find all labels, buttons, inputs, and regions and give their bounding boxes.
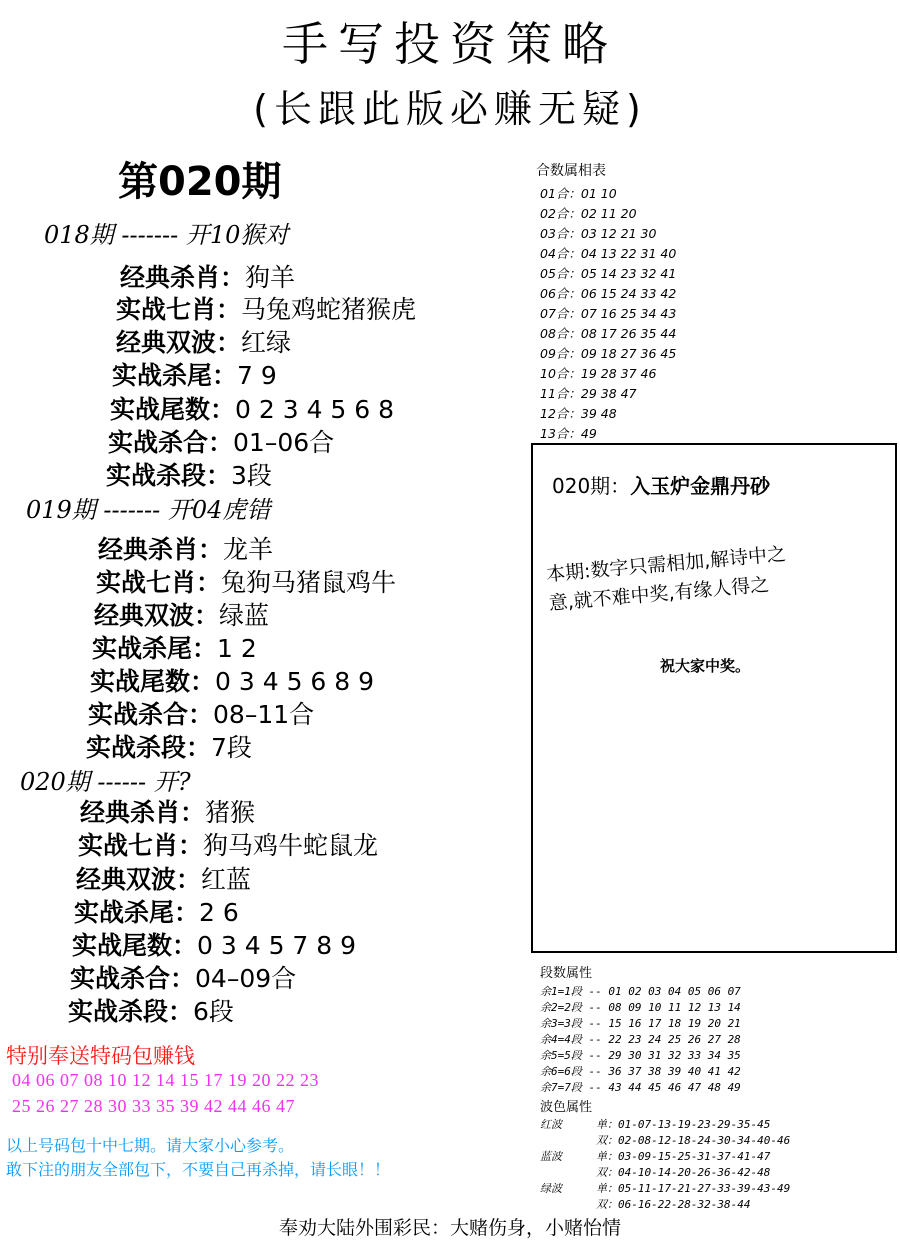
he-table-row: 13合：49 — [540, 426, 597, 441]
period-018-line: 实战七肖：马兔鸡蛇猪猴虎 — [116, 295, 417, 324]
he-table-row: 12合：39 48 — [540, 406, 617, 421]
he-table-row: 02合：02 11 20 — [540, 206, 637, 221]
duan-table-row: 余6=6段 -- 36 37 38 39 40 41 42 — [540, 1065, 741, 1078]
period-020-line: 实战杀段：6段 — [68, 997, 234, 1026]
period-019-line: 实战七肖：兔狗马猪鼠鸡牛 — [96, 568, 397, 597]
period-018-head: 018期 ------- 开10猴对 — [44, 221, 289, 249]
he-table-row: 03合：03 12 21 30 — [540, 226, 657, 241]
special-note-1: 以上号码包十中七期。请大家小心参考。 — [6, 1136, 295, 1155]
bo-table-row: 双：02-08-12-18-24-30-34-40-46 — [596, 1134, 791, 1147]
period-019-line: 实战杀合：08–11合 — [88, 700, 315, 729]
he-table-row: 10合：19 28 37 46 — [540, 366, 657, 381]
duan-table-row: 余4=4段 -- 22 23 24 25 26 27 28 — [540, 1033, 741, 1046]
he-table-row: 09合：09 18 27 36 45 — [540, 346, 677, 361]
issue-title: 第020期 — [118, 159, 282, 205]
duan-table-row: 余3=3段 -- 15 16 17 18 19 20 21 — [540, 1017, 741, 1030]
poem-line-1: 本期:数字只需相加,解诗中之 — [545, 543, 787, 586]
bo-table-row: 双：06-16-22-28-32-38-44 — [596, 1198, 751, 1211]
duan-table-row: 余1=1段 -- 01 02 03 04 05 06 07 — [540, 985, 741, 998]
special-title: 特别奉送特码包赚钱 — [6, 1044, 195, 1068]
special-numbers-line-2: 25 26 27 28 30 33 35 39 42 44 46 47 — [12, 1096, 295, 1116]
period-018-line: 实战杀段：3段 — [106, 461, 272, 490]
period-018-line: 实战尾数：0 2 3 4 5 6 8 — [110, 395, 395, 424]
he-table-row: 11合：29 38 47 — [540, 386, 637, 401]
bo-table-row: 绿波 单：05-11-17-21-27-33-39-43-49 — [540, 1182, 791, 1195]
duan-table-row: 余7=7段 -- 43 44 45 46 47 48 49 — [540, 1081, 741, 1094]
period-018-line: 经典杀肖：狗羊 — [120, 263, 296, 292]
duan-table-row: 余2=2段 -- 08 09 10 11 12 13 14 — [540, 1001, 741, 1014]
duan-table-row: 余5=5段 -- 29 30 31 32 33 34 35 — [540, 1049, 741, 1062]
he-table-row: 08合：08 17 26 35 44 — [540, 326, 677, 341]
period-020-line: 经典双波：红蓝 — [76, 865, 252, 894]
period-020-head: 020期 ------ 开? — [20, 768, 191, 796]
period-019-line: 实战尾数：0 3 4 5 6 8 9 — [90, 667, 375, 696]
period-019-line: 经典双波：绿蓝 — [94, 601, 270, 630]
period-018-line: 实战杀尾：7 9 — [112, 361, 277, 390]
period-018-line: 实战杀合：01–06合 — [108, 428, 335, 457]
he-table-row: 01合：01 10 — [540, 186, 617, 201]
period-019-line: 实战杀段：7段 — [86, 733, 252, 762]
period-020-line: 实战杀合：04–09合 — [70, 964, 297, 993]
he-table-row: 04合：04 13 22 31 40 — [540, 246, 677, 261]
period-020-line: 实战杀尾：2 6 — [74, 898, 239, 927]
he-table-row: 05合：05 14 23 32 41 — [540, 266, 677, 281]
footer-slogan: 奉劝大陆外围彩民：大赌伤身，小赌怡情 — [278, 1217, 621, 1239]
bo-table-title: 波色属性 — [540, 1100, 593, 1115]
bo-table-row: 蓝波 单：03-09-15-25-31-37-41-47 — [540, 1150, 771, 1163]
special-numbers-line-1: 04 06 07 08 10 12 14 15 17 19 20 22 23 — [12, 1070, 319, 1090]
duan-table-title: 段数属性 — [540, 966, 593, 981]
period-019-head: 019期 ------- 开04虎错 — [26, 496, 271, 524]
bo-table-row: 红波 单：01-07-13-19-23-29-35-45 — [540, 1118, 771, 1131]
period-020-line: 实战尾数：0 3 4 5 7 8 9 — [72, 931, 357, 960]
period-020-line: 经典杀肖：猪猴 — [80, 798, 256, 827]
period-019-line: 实战杀尾：1 2 — [92, 634, 257, 663]
period-018-line: 经典双波：红绿 — [116, 328, 292, 357]
wish-text: 祝大家中奖。 — [660, 657, 751, 675]
page-subtitle: (长跟此版必赚无疑) — [253, 87, 647, 131]
period-020-line: 实战七肖：狗马鸡牛蛇鼠龙 — [78, 831, 379, 860]
period-019-line: 经典杀肖：龙羊 — [98, 535, 274, 564]
bo-table-row: 双：04-10-14-20-26-36-42-48 — [596, 1166, 771, 1179]
he-table-row: 06合：06 15 24 33 42 — [540, 286, 677, 301]
poem-line-2: 意,就不难中奖,有缘人得之 — [547, 573, 771, 615]
special-note-2: 敢下注的朋友全部包下，不要自己再杀掉，请长眼！！ — [6, 1160, 391, 1179]
he-table-title: 合数属相表 — [536, 163, 606, 179]
he-table-row: 07合：07 16 25 34 43 — [540, 306, 677, 321]
page-title: 手写投资策略 — [282, 17, 618, 71]
box-head: 020期：入玉炉金鼎丹砂 — [552, 474, 771, 498]
poem-box — [531, 443, 897, 953]
